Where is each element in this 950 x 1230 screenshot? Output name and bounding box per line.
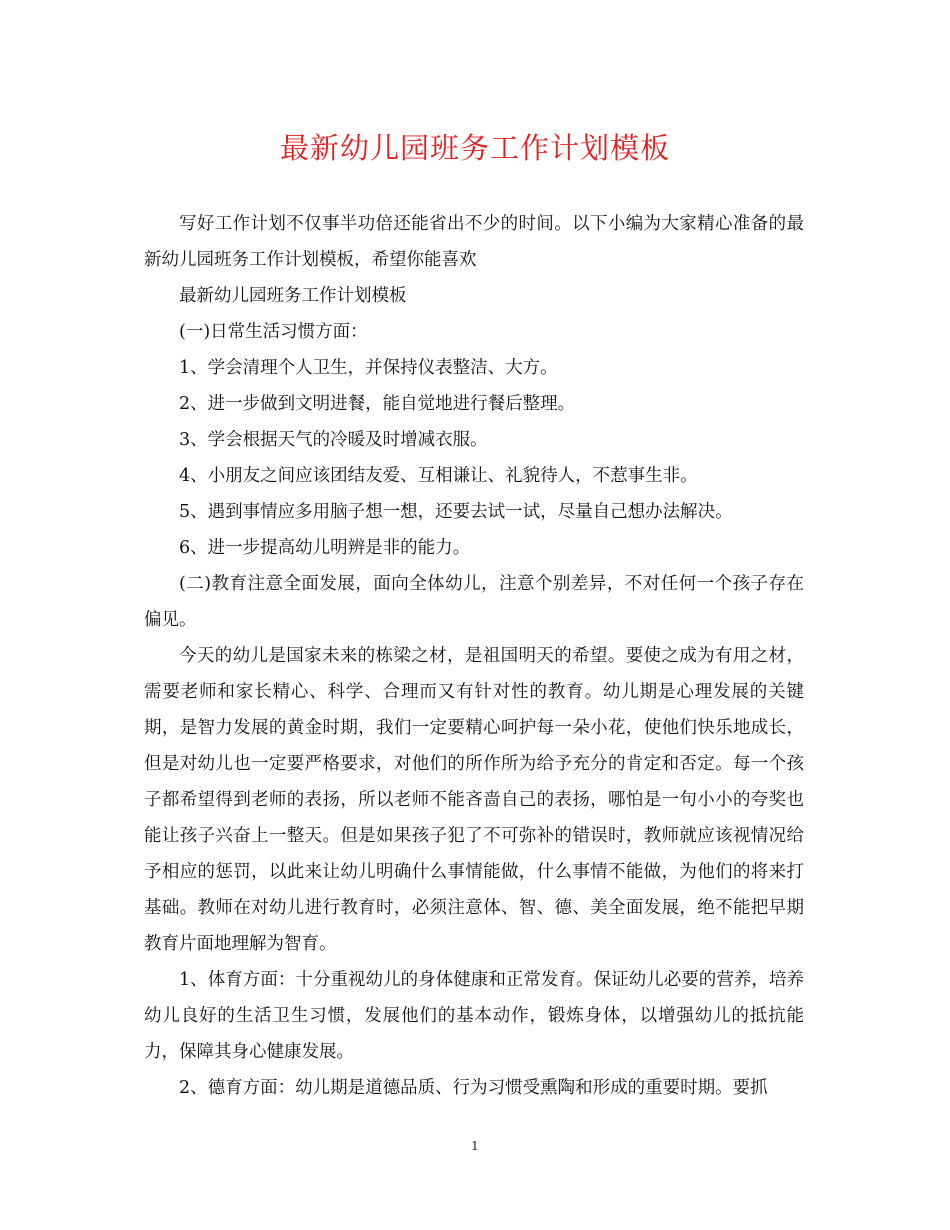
list-item-physical-education: 1、体育方面：十分重视幼儿的身体健康和正常发育。保证幼儿必要的营养，培养幼儿良好的生活卫生习惯，发展他们的基本动作，锻炼身体，以增强幼儿的抵抗能力，保障其身心健康发展。 <box>144 970 804 1062</box>
intro-paragraph: 写好工作计划不仅事半功倍还能省出不少的时间。以下小编为大家精心准备的最新幼儿园班务工作计划模板，希望你能喜欢 <box>144 214 804 270</box>
subsection-heading-daily-habits: (一)日常生活习惯方面： <box>179 322 368 342</box>
list-item: 4、小朋友之间应该团结友爱、互相谦让、礼貌待人，不惹事生非。 <box>179 466 698 486</box>
list-item: 3、学会根据天气的冷暖及时增减衣服。 <box>179 430 488 450</box>
document-title: 最新幼儿园班务工作计划模板 <box>279 131 670 165</box>
list-item-moral-education: 2、德育方面：幼儿期是道德品质、行为习惯受熏陶和形成的重要时期。要抓 <box>179 1078 768 1098</box>
list-item: 1、学会清理个人卫生，并保持仪表整洁、大方。 <box>179 358 558 378</box>
list-item: 5、遇到事情应多用脑子想一想，还要去试一试，尽量自己想办法解决。 <box>179 502 733 522</box>
page-number: 1 <box>471 1139 479 1153</box>
list-item: 2、进一步做到文明进餐，能自觉地进行餐后整理。 <box>179 394 576 414</box>
body-paragraph: 今天的幼儿是国家未来的栋梁之材，是祖国明天的希望。要使之成为有用之材，需要老师和家长精心、科学、合理而又有针对性的教育。幼儿期是心理发展的关键期，是智力发展的黄金时期，我们一定要精心呵护每一朵小花，使他们快乐地成长，但是对幼儿也一定要严格要求，对他们的所作所为给予充分的肯定和否定。每一个孩子都希望得到老师的表扬，所以老师不能吝啬自己的表扬，哪怕是一句小小的夸奖也能让孩子兴奋上一整天。但是如果孩子犯了不可弥补的错误时，教师就应该视情况给予相应的惩罚，以此来让幼儿明确什么事情能做，什么事情不能做，为他们的将来打基础。教师在对幼儿进行教育时，必须注意体、智、德、美全面发展，绝不能把早期教育片面地理解为智育。 <box>144 646 804 954</box>
subsection-heading-education: (二)教育注意全面发展，面向全体幼儿，注意个别差异，不对任何一个孩子存在偏见。 <box>144 574 804 630</box>
list-item: 6、进一步提高幼儿明辨是非的能力。 <box>179 538 471 558</box>
section-heading: 最新幼儿园班务工作计划模板 <box>179 286 407 306</box>
document-body <box>144 206 804 1106</box>
